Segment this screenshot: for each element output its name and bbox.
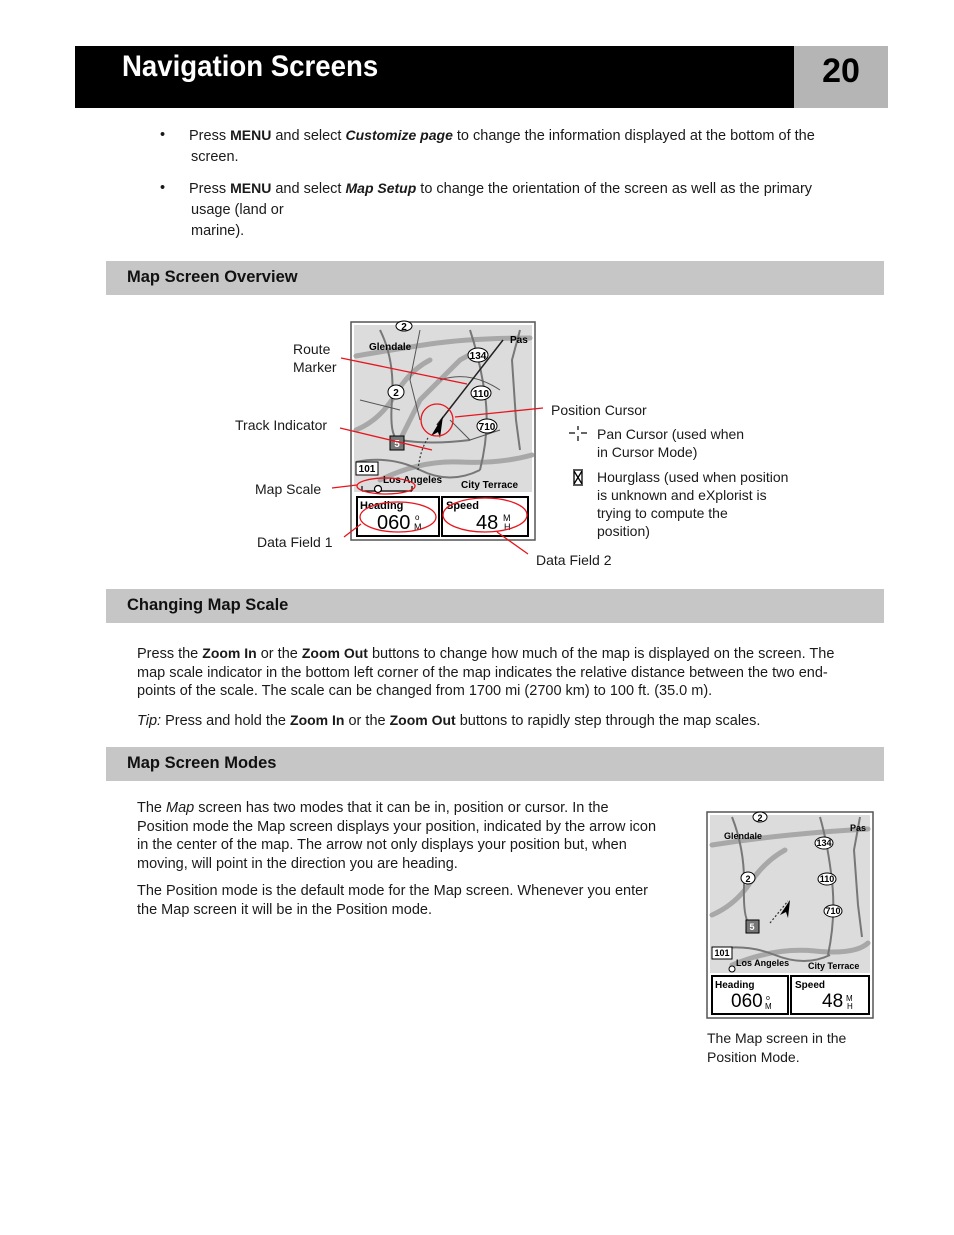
bullet-text: and select [271,128,346,144]
heading-value: 060 [377,512,411,534]
city-label-pas: Pas [510,335,528,346]
bullet-text: Press [189,181,231,197]
shield-710: 710 [478,422,496,433]
bullet-text: usage (land or [191,202,284,218]
svg-text:2: 2 [745,874,751,884]
bullet-text: marine). [191,223,245,239]
svg-text:M: M [765,1002,772,1011]
page-number: 20 [822,52,860,90]
label-data-field-2: Data Field 2 [536,552,612,568]
speed-value: 48 [476,512,499,534]
svg-text:101: 101 [714,948,730,958]
section-header-map-screen-modes [106,747,884,781]
label-map-scale: Map Scale [255,481,322,497]
label-route-marker: Route Marker [293,341,337,375]
section-title: Map Screen Overview [127,268,298,286]
shield-2: 2 [393,388,399,399]
shield-101: 101 [358,464,376,475]
menu-item-map-setup: Map Setup [345,180,417,196]
shield-5: 5 [394,439,400,450]
zoom-out-key: Zoom Out [301,645,368,661]
speed-unit: H [504,522,511,532]
svg-text:Speed: Speed [795,980,826,991]
pan-cursor-icon [569,426,587,441]
label-hourglass: Hourglass (used when position is unknown and eXplorist is trying to compute the position) [597,469,789,539]
menu-key: MENU [230,180,272,196]
speed-label: Speed [446,500,480,512]
svg-text:City Terrace: City Terrace [808,961,860,971]
modes-paragraphs: The Map screen has two modes that it can be in, position or cursor. In the Position mode the Map screen displays your position, indicated by the arrow icon in the center of the map. The arrow not only displays your position but, when moving, will point in the direction you are heading. The Position mode is the default mode for the Map screen. Whenever you enter the Map screen it will be in the Position mode. [137,800,657,918]
hourglass-icon [573,470,583,485]
zoom-out-key: Zoom Out [389,711,456,728]
city-label-los-angeles: Los Angeles [383,475,443,486]
bullet-text: to change the information displayed at the bottom of the [452,128,815,144]
zoom-in-key: Zoom In [202,645,257,661]
section-title: Map Screen Modes [127,754,277,772]
position-mode-map-figure [700,805,880,1025]
bullet-dot: • [160,180,166,196]
svg-text:2: 2 [757,813,763,823]
svg-text:Los Angeles: Los Angeles [736,958,790,968]
svg-text:H: H [847,1002,853,1011]
shield-134: 134 [469,351,487,362]
speed-unit: M [503,513,511,523]
label-track-indicator: Track Indicator [235,417,328,433]
label-position-cursor: Position Cursor [551,402,647,418]
label-data-field-1: Data Field 1 [257,534,333,550]
menu-item-customize-page: Customize page [345,127,453,143]
svg-text:5: 5 [749,922,755,932]
heading-unit: M [414,522,422,532]
bullet-customize-page [160,125,860,168]
svg-text:060: 060 [731,991,763,1012]
svg-text:710: 710 [825,906,841,916]
svg-text:48: 48 [822,991,844,1012]
figure-caption: The Map screen in the Position Mode. [707,1030,847,1065]
bullet-text: to change the orientation of the screen as well as the primary [416,181,813,197]
scale-paragraph: Press the Zoom In or the Zoom Out buttons to change how much of the map is displayed on the screen. The map scale indicator in the bottom left corner of the map indicates the relative distance between the two end- points of the scale. The scale can be changed from 1700 mi (2700 km) to 100 ft. (35.0 m). Tip: Press and hold the Zoom In or the Zoom Out buttons to rapidly step through the map scales. [137,644,887,730]
page-title: Navigation Screens [122,50,379,83]
section-header-map-screen-overview [106,261,884,295]
menu-key: MENU [230,127,272,143]
svg-text:M: M [846,994,853,1003]
section-title: Changing Map Scale [127,596,289,614]
zoom-in-key: Zoom In [290,711,345,728]
bullet-map-setup [160,178,860,242]
label-pan-cursor: Pan Cursor (used when in Cursor Mode) [597,426,745,460]
svg-text:134: 134 [816,838,832,848]
svg-text:Pas: Pas [850,823,867,833]
bullet-text: screen. [191,149,239,165]
bullet-text: Press [189,128,231,144]
svg-text:110: 110 [819,874,835,884]
shield-110: 110 [472,389,490,400]
city-label-city-terrace: City Terrace [461,480,519,491]
svg-text:o: o [766,995,770,1002]
bullet-text: and select [271,181,346,197]
svg-text:Heading: Heading [715,980,755,991]
section-header-changing-map-scale [106,589,884,623]
bullet-dot: • [160,127,166,143]
svg-text:Glendale: Glendale [724,831,763,841]
city-label-glendale: Glendale [369,342,412,353]
tip-paragraph: Tip: Press and hold the Zoom In or the Zoom Out buttons to rapidly step through the map scales. [137,711,761,729]
shield-2: 2 [401,322,407,333]
heading-unit: o [415,513,420,522]
tip-label: Tip: [137,712,162,729]
map-screen-diagram [0,300,954,590]
heading-label: Heading [360,500,404,512]
